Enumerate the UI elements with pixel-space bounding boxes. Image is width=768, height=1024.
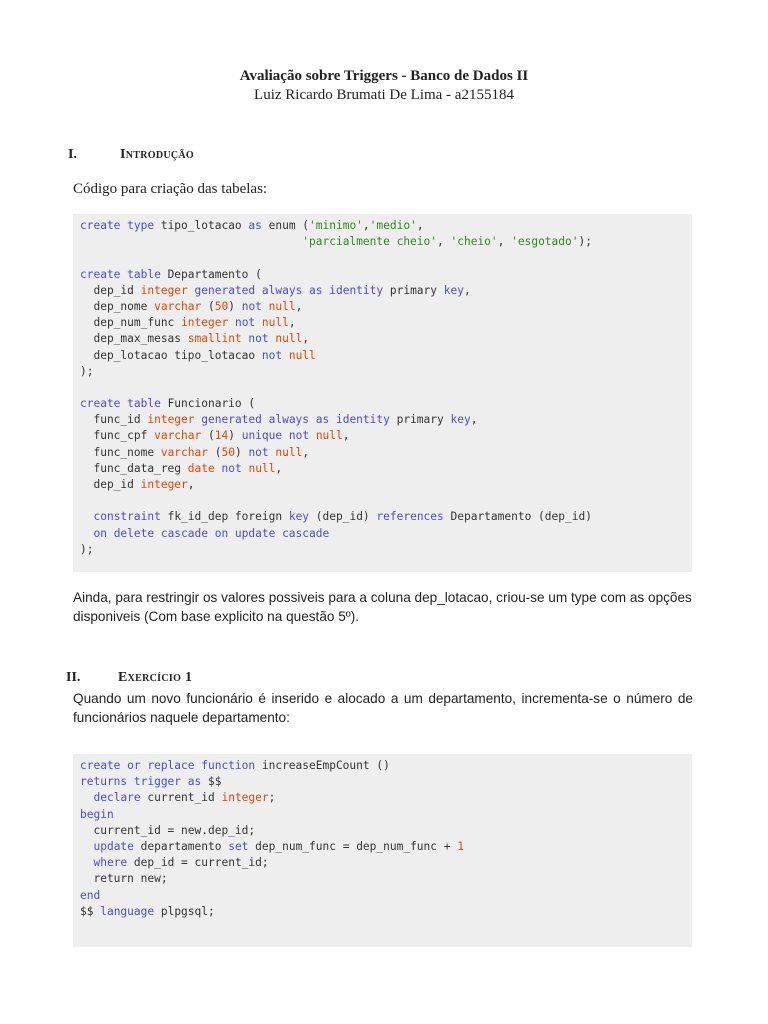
code-token <box>80 856 93 869</box>
code-token: language <box>100 904 155 918</box>
code-token <box>255 316 262 329</box>
code-token: null <box>315 429 343 443</box>
code-token: null <box>261 316 289 330</box>
code-token: Funcionario ( <box>160 397 256 411</box>
code-line <box>80 250 685 266</box>
code-token: , <box>362 219 370 232</box>
code-token: returns trigger as <box>80 775 202 789</box>
code-token: set <box>228 839 249 853</box>
code-token: date <box>187 461 215 475</box>
code-token: constraint <box>93 510 161 524</box>
code-token <box>80 791 93 804</box>
code-token: key <box>288 510 310 524</box>
code-token: varchar <box>154 299 202 313</box>
code-line <box>80 790 685 806</box>
code-token: ); <box>80 542 94 556</box>
code-token: 'parcialmente cheio' <box>302 235 437 249</box>
code-line <box>80 348 685 364</box>
code-token: integer <box>140 283 188 297</box>
code-token: primary <box>383 283 444 297</box>
code-token: null <box>248 461 276 475</box>
code-token: current_id = new.dep_id; <box>80 823 256 837</box>
code-token: , <box>295 299 303 313</box>
code-token: create table <box>80 267 161 281</box>
code-token: integer <box>221 791 269 805</box>
code-token: end <box>80 888 101 902</box>
code-token: generated always as identity <box>194 283 384 297</box>
code-token: , <box>302 445 310 459</box>
code-token: dep_lotacao tipo_lotacao <box>80 348 262 362</box>
code-token: 14 <box>214 429 229 443</box>
section-title: Introdução <box>120 147 195 162</box>
code-line <box>80 234 685 250</box>
code-block-trigger-function <box>73 754 692 947</box>
code-token: 'minimo' <box>309 219 363 232</box>
code-token: where <box>93 856 128 870</box>
code-token: ); <box>80 364 94 378</box>
code-token: begin <box>80 807 114 821</box>
code-token: dep_id <box>80 283 141 297</box>
code-token: null <box>288 348 316 362</box>
code-token: key <box>450 413 471 427</box>
code-token: create type <box>80 219 155 232</box>
code-line <box>80 509 685 525</box>
code-token: ; <box>268 791 276 805</box>
code-token: , <box>342 429 350 443</box>
code-line <box>80 526 685 542</box>
code-token: dep_num_func = dep_num_func + <box>248 839 458 853</box>
code-block-create-tables <box>73 214 692 572</box>
code-token: 'esgotado' <box>511 235 579 249</box>
code-token: varchar <box>160 445 208 459</box>
code-token: smallint <box>187 332 242 346</box>
code-token: current_id <box>140 791 222 805</box>
code-line <box>80 283 685 299</box>
code-line <box>80 267 685 283</box>
code-token: departamento <box>133 839 229 853</box>
code-token: as <box>248 219 262 232</box>
code-token: update <box>93 839 134 853</box>
code-token: unique not <box>241 429 310 443</box>
code-token: dep_id = current_id; <box>127 856 269 870</box>
section-heading-exercicio-1 <box>66 669 192 687</box>
code-token: not <box>221 461 242 475</box>
code-token: not <box>248 445 269 459</box>
code-token: integer <box>140 478 188 491</box>
code-token: $$ <box>201 775 222 789</box>
code-line <box>80 445 685 461</box>
code-token: increaseEmpCount () <box>255 759 390 772</box>
code-token: fk_id_dep foreign <box>160 510 289 524</box>
code-line <box>80 380 685 396</box>
code-token: func_id <box>80 413 148 427</box>
code-token <box>188 284 195 297</box>
code-token: primary <box>389 413 451 427</box>
code-token: generated always as identity <box>201 413 390 427</box>
code-token: dep_max_mesas <box>80 332 188 346</box>
code-token: func_cpf <box>80 429 155 443</box>
code-line <box>80 823 685 839</box>
code-token <box>228 316 235 329</box>
code-token: plpgsql; <box>154 904 215 918</box>
code-line <box>80 774 685 790</box>
code-token <box>80 510 93 523</box>
code-line <box>80 871 685 887</box>
code-token: ) <box>234 445 249 459</box>
section-title: Exercício 1 <box>118 670 193 685</box>
code-token <box>309 429 316 442</box>
code-token: , <box>416 219 424 232</box>
section-number: II. <box>66 670 81 685</box>
code-token: 50 <box>221 445 235 459</box>
code-token: , <box>288 316 296 330</box>
code-line <box>80 412 685 428</box>
code-line <box>80 364 685 380</box>
code-line <box>80 807 685 823</box>
code-token: create or replace function <box>80 759 256 772</box>
code-token <box>262 300 269 313</box>
code-line <box>80 461 685 477</box>
code-token: , <box>497 235 512 249</box>
code-token: func_nome <box>80 445 161 459</box>
code-line <box>80 855 685 871</box>
code-token: dep_id <box>80 478 141 491</box>
code-line <box>80 396 685 412</box>
section-intro-text: Código para criação das tabelas: <box>73 181 268 197</box>
code-token: not <box>248 332 269 346</box>
code-line <box>80 299 685 315</box>
code-token: Departamento (dep_id) <box>443 510 592 524</box>
code-token: 1 <box>457 839 464 853</box>
code-token: (dep_id) <box>309 510 377 524</box>
code-token: ) <box>228 299 242 313</box>
code-line <box>80 839 685 855</box>
code-token: enum ( <box>261 219 310 232</box>
code-token: not <box>234 316 256 330</box>
code-token: 50 <box>214 299 229 313</box>
code-token: Departamento ( <box>160 267 262 281</box>
document-title: Avaliação sobre Triggers - Banco de Dados II <box>239 68 529 84</box>
code-token: func_data_reg <box>80 461 188 475</box>
code-token: , <box>437 235 451 249</box>
code-token: , <box>187 478 195 491</box>
code-token: varchar <box>154 429 202 443</box>
code-token: dep_nome <box>80 299 155 313</box>
exercise-description-text: Quando um novo funcionário é inserido e alocado a um departamento, incrementa-se o número de funcionários naquele departamento: <box>73 691 693 725</box>
code-token: return new; <box>80 872 168 886</box>
code-token: tipo_lotacao <box>154 219 249 232</box>
code-line <box>80 477 685 493</box>
code-token <box>80 527 93 540</box>
section-heading-introducao <box>68 146 194 164</box>
code-token: create table <box>80 397 161 411</box>
code-token: $$ <box>80 904 101 918</box>
code-token: null <box>275 332 303 346</box>
document-author: Luiz Ricardo Brumati De Lima - a2155184 <box>254 87 514 103</box>
section-after-text: Ainda, para restringir os valores possiveis para a coluna dep_lotacao, criou-se um type com as opções disponiveis (Com base explicito na questão 5º). <box>73 590 692 624</box>
code-token: references <box>376 510 444 524</box>
code-line <box>80 493 685 509</box>
code-token: 'cheio' <box>450 235 498 249</box>
code-line <box>80 331 685 347</box>
code-token: ); <box>578 235 592 249</box>
code-line <box>80 428 685 444</box>
code-line <box>80 218 685 234</box>
code-token: ) <box>228 429 242 443</box>
code-line <box>80 542 685 558</box>
code-token: , <box>463 283 471 297</box>
code-token <box>80 235 302 248</box>
code-token <box>80 840 93 853</box>
code-token: not <box>241 299 262 313</box>
code-token: , <box>302 332 310 346</box>
section-number: I. <box>68 147 77 162</box>
code-token: declare <box>93 791 141 805</box>
code-token: ( <box>207 445 222 459</box>
code-token: , <box>470 413 478 427</box>
code-line <box>80 758 685 774</box>
code-line <box>80 315 685 331</box>
code-token: dep_num_func <box>80 316 182 330</box>
code-line <box>80 904 685 920</box>
code-token: null <box>275 445 303 459</box>
code-token: key <box>443 283 464 297</box>
code-token: not <box>261 348 283 362</box>
code-token <box>282 349 289 362</box>
code-token: ( <box>201 429 215 443</box>
code-token: null <box>268 299 296 313</box>
code-line <box>80 888 685 904</box>
code-token: , <box>275 461 283 475</box>
code-token: ( <box>201 299 215 313</box>
code-token: integer <box>147 413 195 427</box>
code-token: integer <box>181 316 229 330</box>
code-token: 'medio' <box>369 219 417 232</box>
code-token: on delete cascade on update cascade <box>93 526 330 540</box>
